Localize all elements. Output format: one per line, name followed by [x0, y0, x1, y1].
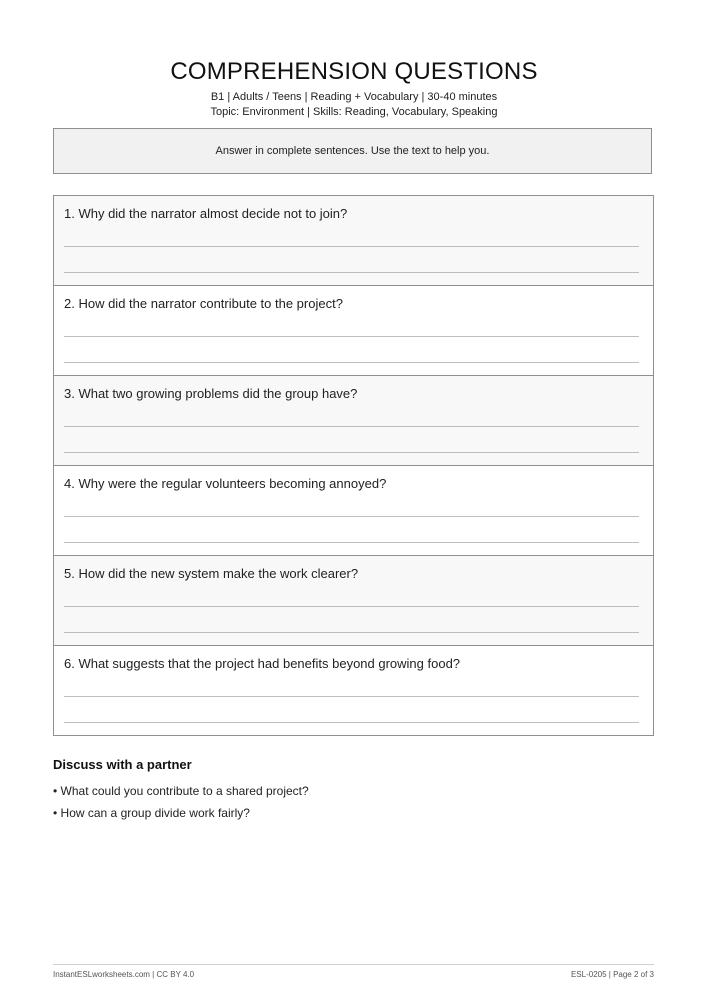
level-meta-line: B1 | Adults / Teens | Reading + Vocabulary | 30-40 minutes — [210, 91, 498, 103]
question-row-5 — [54, 556, 653, 646]
instructions-box — [53, 128, 652, 174]
question-text-1: 1. Why did the narrator almost decide not to join? — [64, 206, 348, 221]
question-table — [53, 195, 654, 736]
page-title: COMPREHENSION QUESTIONS — [170, 58, 538, 85]
discussion-heading: Discuss with a partner — [53, 757, 192, 772]
answer-line[interactable] — [64, 542, 639, 543]
question-row-6 — [54, 646, 653, 735]
discussion-item-1: • What could you contribute to a shared project? — [53, 784, 309, 798]
answer-line[interactable] — [64, 516, 639, 517]
question-row-1 — [54, 196, 653, 286]
answer-line[interactable] — [64, 362, 639, 363]
question-row-4 — [54, 466, 653, 556]
answer-line[interactable] — [64, 336, 639, 337]
answer-line[interactable] — [64, 246, 639, 247]
question-text-6: 6. What suggests that the project had benefits beyond growing food? — [64, 656, 461, 671]
answer-line[interactable] — [64, 452, 639, 453]
instructions-text: Answer in complete sentences. Use the text to help you. — [215, 145, 490, 157]
question-text-5: 5. How did the new system make the work clearer? — [64, 566, 359, 581]
question-text-4: 4. Why were the regular volunteers becoming annoyed? — [64, 476, 387, 491]
answer-line[interactable] — [64, 696, 639, 697]
footer-page-number: ESL-0205 | Page 2 of 3 — [570, 970, 654, 979]
question-row-2 — [54, 286, 653, 376]
topic-meta-line: Topic: Environment | Skills: Reading, Vocabulary, Speaking — [210, 106, 498, 118]
answer-line[interactable] — [64, 722, 639, 723]
question-text-3: 3. What two growing problems did the group have? — [64, 386, 358, 401]
answer-line[interactable] — [64, 606, 639, 607]
discussion-item-2: • How can a group divide work fairly? — [53, 806, 250, 820]
question-row-3 — [54, 376, 653, 466]
question-text-2: 2. How did the narrator contribute to the project? — [64, 296, 343, 311]
answer-line[interactable] — [64, 426, 639, 427]
footer-license: InstantESLworksheets.com | CC BY 4.0 — [53, 970, 195, 979]
answer-line[interactable] — [64, 272, 639, 273]
footer-divider — [53, 964, 654, 965]
answer-line[interactable] — [64, 632, 639, 633]
